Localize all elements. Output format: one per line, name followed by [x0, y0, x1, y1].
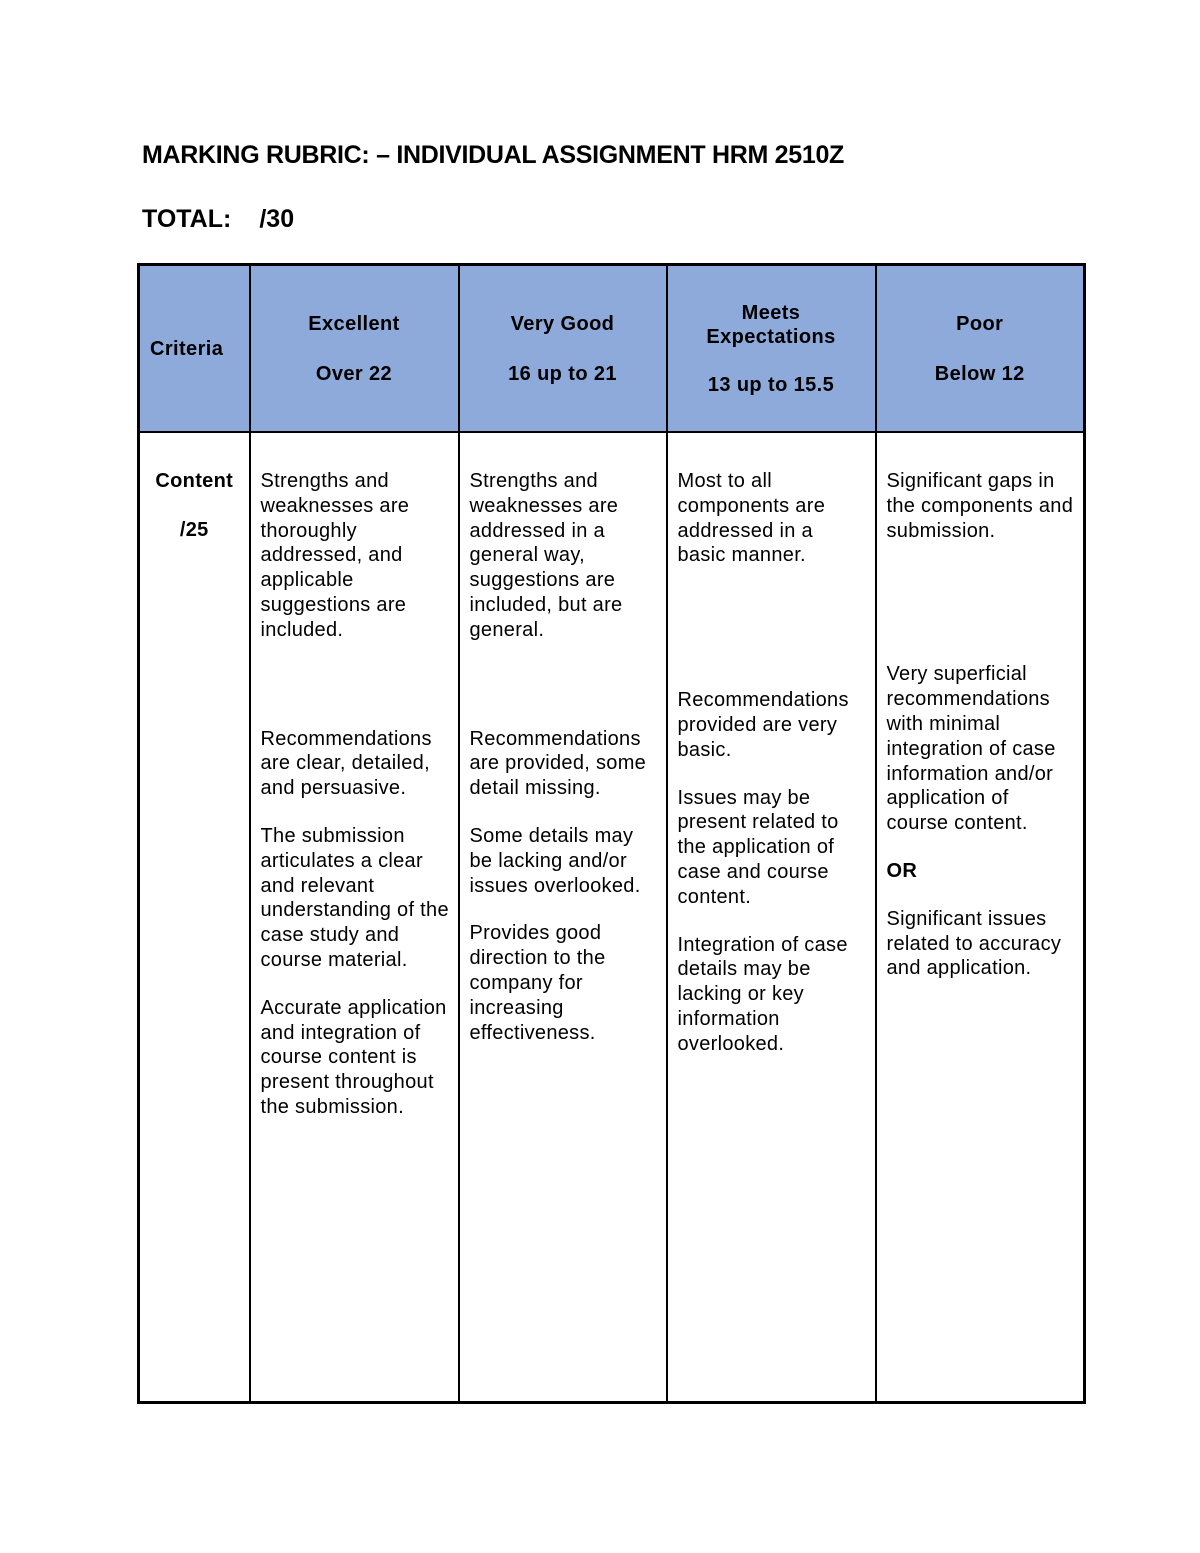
- total-label: TOTAL:: [142, 205, 232, 233]
- descriptor-paragraph: Provides good direction to the company for increasing effectiveness.: [469, 922, 606, 1044]
- level-name: Meets Expectations: [706, 301, 836, 348]
- descriptor-paragraph: Most to all components are addressed in a basic manner.: [677, 470, 826, 567]
- level-header-poor: [876, 265, 1085, 433]
- descriptor-paragraph: Recommendations are clear, detailed, and persuasive.: [260, 727, 432, 800]
- descriptor-paragraph: Accurate application and integration of course content is present throughout the submission.: [260, 996, 447, 1118]
- criterion-score: /25: [179, 518, 209, 541]
- descriptor-paragraph: Strengths and weaknesses are thoroughly addressed, and applicable suggestions are included.: [260, 470, 410, 641]
- criterion-cell: [139, 432, 250, 1403]
- criteria-header: Criteria: [139, 265, 250, 433]
- descriptor-poor: [876, 432, 1085, 1403]
- rubric-row-content: [139, 432, 1085, 1403]
- level-name: Poor: [956, 312, 1004, 335]
- descriptor-paragraph: Significant gaps in the components and submission.: [886, 470, 1074, 542]
- document-title: MARKING RUBRIC: – INDIVIDUAL ASSIGNMENT HRM 2510Z: [142, 141, 845, 169]
- descriptor-very-good: [459, 432, 667, 1403]
- level-name: Excellent: [308, 312, 400, 335]
- level-header-meets-expectations: [667, 265, 876, 433]
- rubric-header-row: [139, 265, 1085, 433]
- level-range: 13 up to 15.5: [707, 373, 835, 396]
- descriptor-paragraph: The submission articulates a clear and relevant understanding of the case study and course material.: [260, 824, 449, 971]
- level-header-excellent: [250, 265, 459, 433]
- rubric-table: [137, 263, 1086, 1404]
- total-line: [142, 205, 294, 234]
- level-name: Very Good: [510, 312, 615, 335]
- level-range: Over 22: [315, 362, 393, 385]
- descriptor-paragraph: Very superficial recommendations with minimal integration of case information and/or application of course content.: [886, 663, 1056, 835]
- descriptor-paragraph: Some details may be lacking and/or issues overlooked.: [469, 824, 641, 897]
- total-value: /30: [259, 205, 295, 233]
- descriptor-meets-expectations: [667, 432, 876, 1403]
- descriptor-paragraph: Recommendations provided are very basic.: [677, 689, 849, 761]
- level-range: Below 12: [934, 362, 1025, 385]
- descriptor-paragraph: Integration of case details may be lacking or key information overlooked.: [677, 933, 848, 1055]
- descriptor-paragraph: Recommendations are provided, some detail missing.: [469, 727, 647, 800]
- descriptor-paragraph: Strengths and weaknesses are addressed in a general way, suggestions are included, but are general.: [469, 470, 623, 641]
- level-range: 16 up to 21: [508, 362, 617, 385]
- descriptor-excellent: [250, 432, 459, 1403]
- descriptor-paragraph: Issues may be present related to the application of case and course content.: [677, 786, 839, 908]
- descriptor-or: OR: [886, 859, 918, 882]
- descriptor-paragraph: Significant issues related to accuracy and application.: [886, 907, 1062, 980]
- level-header-very-good: [459, 265, 667, 433]
- criterion-name: Content: [155, 470, 234, 492]
